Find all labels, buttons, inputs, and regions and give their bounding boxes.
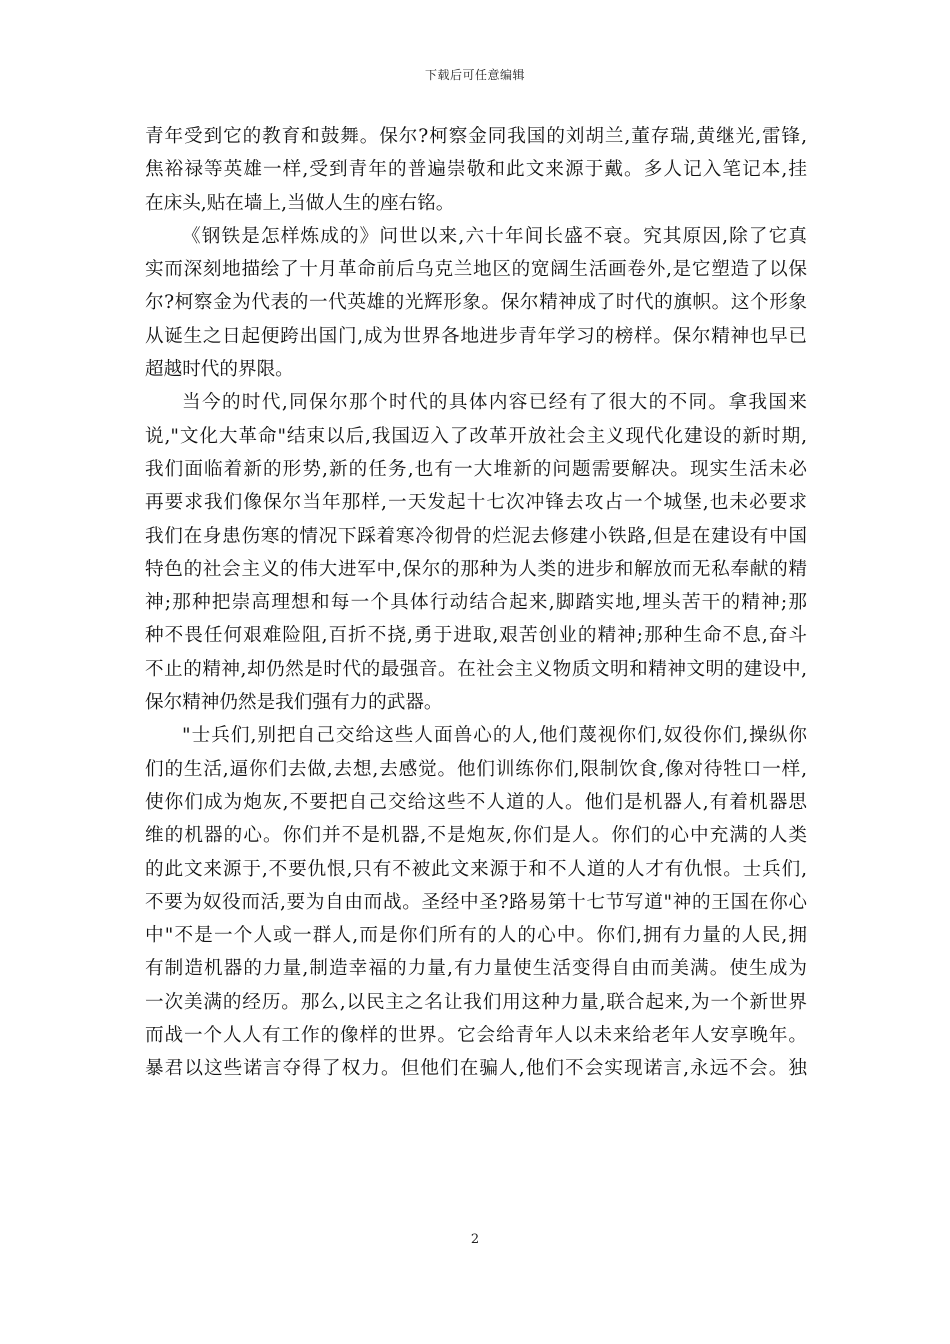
text-line: 保尔精神仍然是我们强有力的武器。 — [145, 692, 443, 714]
text-line: 再要求我们像保尔当年那样,一天发起十七次冲锋去攻占一个城堡,也未必要求 — [145, 492, 807, 514]
text-line: 不要为奴役而活,要为自由而战。圣经中圣?路易第十七节写道"神的王国在你心 — [145, 891, 807, 913]
text-line: 不止的精神,却仍然是时代的最强音。在社会主义物质文明和精神文明的建设中, — [145, 658, 807, 680]
document-body — [145, 120, 807, 1086]
text-line: 有制造机器的力量,制造幸福的力量,有力量使生活变得自由而美满。使生成为 — [145, 958, 807, 980]
text-line: 实而深刻地描绘了十月革命前后乌克兰地区的宽阔生活画卷外,是它塑造了以保 — [145, 259, 807, 281]
text-line: 青年受到它的教育和鼓舞。保尔?柯察金同我国的刘胡兰,董存瑞,黄继光,雷锋, — [145, 126, 807, 147]
text-line: 中"不是一个人或一群人,而是你们所有的人的心中。你们,拥有力量的人民,拥 — [145, 925, 807, 947]
text-line: 维的机器的心。你们并不是机器,不是炮灰,你们是人。你们的心中充满的人类 — [145, 825, 807, 847]
text-line: 尔?柯察金为代表的一代英雄的光辉形象。保尔精神成了时代的旗帜。这个形象 — [145, 292, 807, 314]
text-line: 使你们成为炮灰,不要把自己交给这些不人道的人。他们是机器人,有着机器思 — [145, 791, 807, 813]
text-line: 在床头,贴在墙上,当做人生的座右铭。 — [145, 192, 455, 214]
text-line: 种不畏任何艰难险阻,百折不挠,勇于进取,艰苦创业的精神;那种生命不息,奋斗 — [145, 625, 807, 647]
text-line: 神;那种把崇高理想和每一个具体行动结合起来,脚踏实地,埋头苦干的精神;那 — [145, 592, 807, 614]
paragraph — [145, 220, 807, 386]
text-line: 我们面临着新的形势,新的任务,也有一大堆新的问题需要解决。现实生活未必 — [145, 458, 807, 480]
text-line: 当今的时代,同保尔那个时代的具体内容已经有了很大的不同。拿我国来 — [182, 392, 807, 414]
text-line: 而战一个人人有工作的像样的世界。它会给青年人以未来给老年人安享晚年。 — [145, 1025, 807, 1047]
page-number: 2 — [470, 1232, 480, 1247]
text-line: 我们在身患伤寒的情况下踩着寒冷彻骨的烂泥去修建小铁路,但是在建设有中国 — [145, 525, 807, 547]
paragraph — [145, 719, 807, 1085]
text-line: 超越时代的界限。 — [145, 359, 294, 381]
paragraph — [145, 386, 807, 719]
text-line: "士兵们,别把自己交给这些人面兽心的人,他们蔑视你们,奴役你们,操纵你 — [182, 725, 807, 747]
text-line: 一次美满的经历。那么,以民主之名让我们用这种力量,联合起来,为一个新世界 — [145, 991, 807, 1013]
text-line: 《钢铁是怎样炼成的》问世以来,六十年间长盛不衰。究其原因,除了它真 — [182, 225, 807, 247]
page-header: 下载后可任意编辑 — [424, 68, 525, 82]
text-line: 说,"文化大革命"结束以后,我国迈入了改革开放社会主义现代化建设的新时期, — [145, 425, 807, 447]
text-line: 暴君以这些诺言夺得了权力。但他们在骗人,他们不会实现诺言,永远不会。独 — [145, 1058, 807, 1080]
text-line: 焦裕禄等英雄一样,受到青年的普遍崇敬和此文来源于戴。多人记入笔记本,挂 — [145, 159, 807, 181]
text-line: 从诞生之日起便跨出国门,成为世界各地进步青年学习的榜样。保尔精神也早已 — [145, 325, 807, 347]
text-line: 的此文来源于,不要仇恨,只有不被此文来源于和不人道的人才有仇恨。士兵们, — [145, 858, 807, 880]
paragraph — [145, 120, 807, 220]
text-line: 们的生活,逼你们去做,去想,去感觉。他们训练你们,限制饮食,像对待牲口一样, — [145, 758, 807, 780]
text-line: 特色的社会主义的伟大进军中,保尔的那种为人类的进步和解放而无私奉献的精 — [145, 558, 807, 580]
